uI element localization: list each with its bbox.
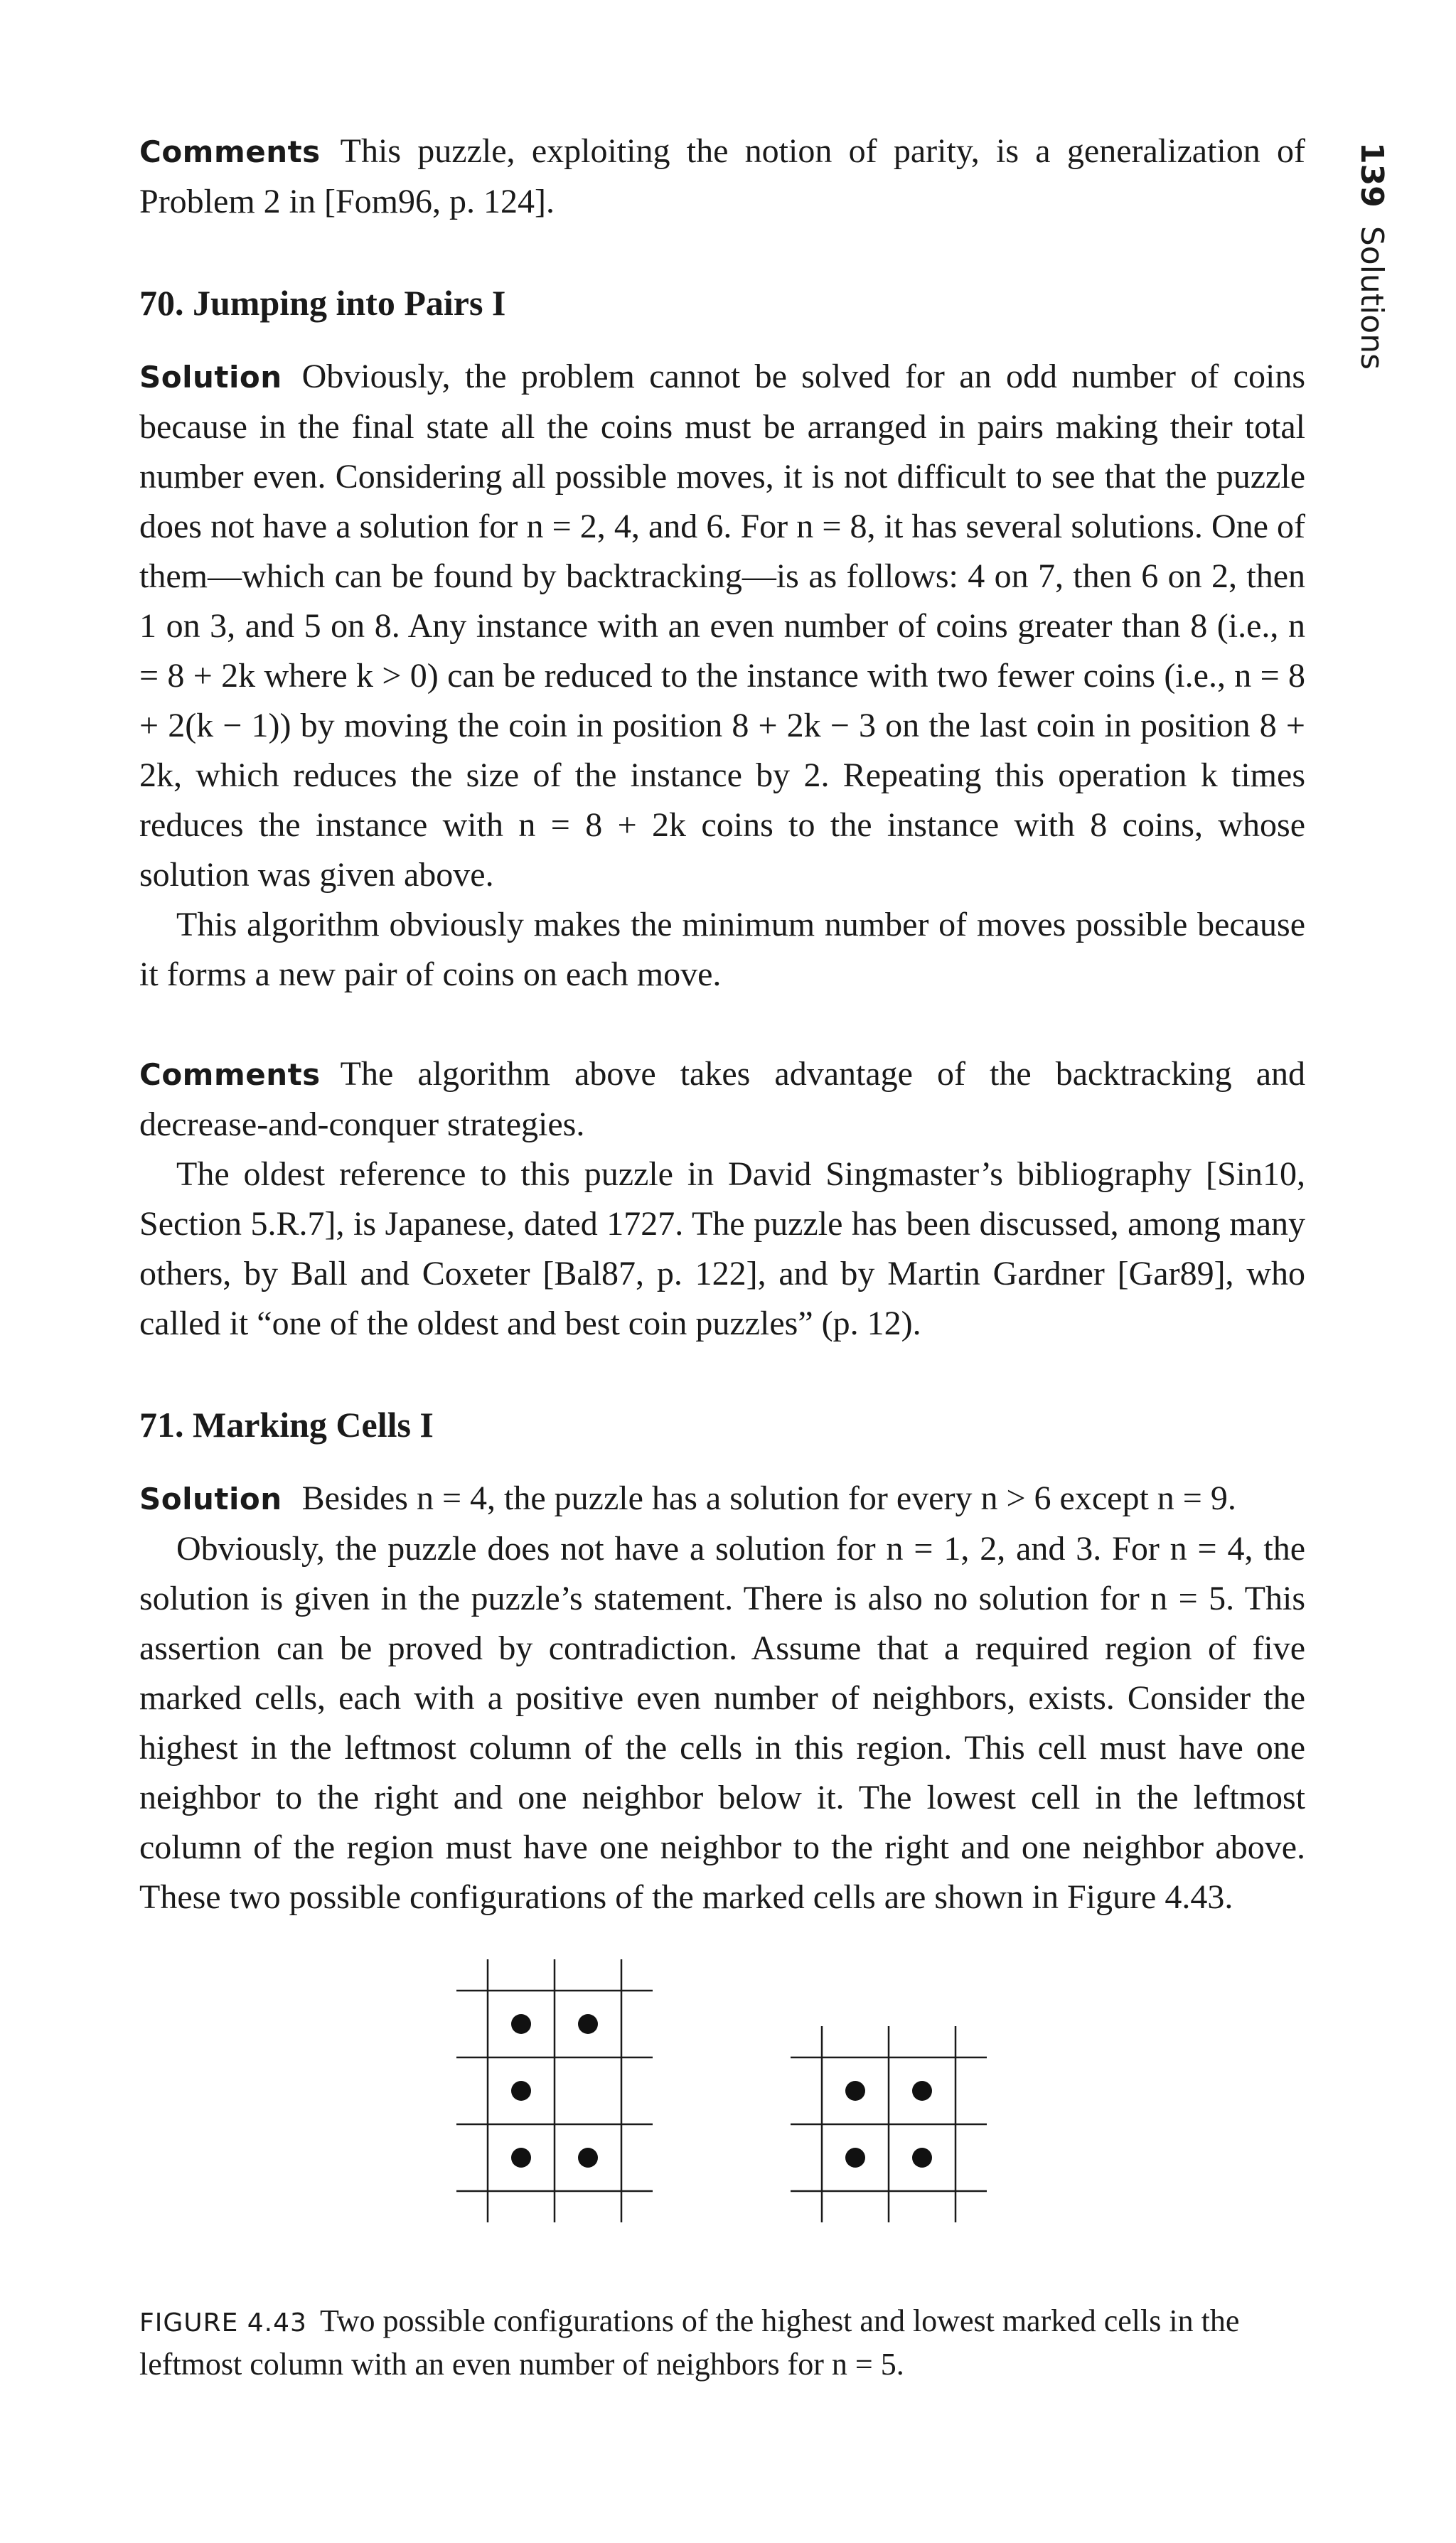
running-head-section: Solutions (1354, 225, 1390, 370)
puzzle-71-solution-paragraph (139, 1474, 1305, 1524)
running-head (1354, 142, 1390, 370)
puzzle-70-solution-text: Obviously, the problem cannot be solved for an odd number of coins because in the final state all the coins must be arranged in pairs making their total number even. Considering all possible moves, it is not difficult to see that the puzzle does not have a solution for n = 2, 4, and 6. For n = 8, it has several solutions. One of them—which can be found by backtracking—is as follows: 4 on 7, then 6 on 2, then 1 on 3, and 5 on 8. Any instance with an even number of coins greater than 8 (i.e., n = 8 + 2k where k > 0) can be reduced to the instance with two fewer coins (i.e., n = 8 + 2(k − 1)) by moving the coin in position 8 + 2k − 3 on the last coin in position 8 + 2k, which reduces the size of the instance by 2. Repeating this operation k times reduces the instance with n = 8 + 2k coins to the instance with 8 coins, whose solution was given above. (139, 358, 1305, 894)
puzzle-70-comments-text: The algorithm above takes advantage of the backtracking and decrease-and-conquer strategies. (139, 1055, 1305, 1143)
marked-cell-dot (845, 2148, 865, 2168)
puzzle-70-solution-para2: This algorithm obviously makes the minimum number of moves possible because it forms a new pair of coins on each move. (139, 906, 1305, 993)
page-number: 139 (1354, 142, 1390, 208)
puzzle-70-heading: 70. Jumping into Pairs I (139, 283, 506, 323)
figure-grids (139, 1959, 1305, 2272)
marked-cell-dot (578, 2014, 598, 2034)
comments-label: Comments (139, 1057, 321, 1092)
right-configuration-grid (791, 2026, 987, 2222)
puzzle-71-heading: 71. Marking Cells I (139, 1405, 434, 1445)
marked-cell-dot (912, 2148, 932, 2168)
comments-label: Comments (139, 134, 321, 169)
marked-cell-dot (912, 2081, 932, 2101)
puzzle-71-solution-text: Besides n = 4, the puzzle has a solution for every n > 6 except n = 9. (301, 1479, 1236, 1517)
comments-69-paragraph (139, 127, 1305, 227)
text-column (139, 127, 1305, 2385)
puzzle-70-solution-paragraph (139, 352, 1305, 900)
marked-cell-dot (511, 2081, 531, 2101)
puzzle-70-comments-para2: The oldest reference to this puzzle in David Singmaster’s bibliography [Sin10, Section 5.R.7], is Japanese, dated 1727. The puzzle has been discussed, among many others, by Ball and Coxeter [Bal87, p. 122], and by Martin Gardner [Gar89], who called it “one of the oldest and best coin puzzles” (p. 12). (139, 1155, 1305, 1342)
marked-cell-dot (511, 2148, 531, 2168)
puzzle-70-comments-paragraph (139, 1049, 1305, 1150)
left-configuration-grid (456, 1959, 653, 2222)
marked-cell-dot (578, 2148, 598, 2168)
marked-cell-dot (845, 2081, 865, 2101)
puzzle-71-solution-para2: Obviously, the puzzle does not have a solution for n = 1, 2, and 3. For n = 4, the solution is given in the puzzle’s statement. There is also no solution for n = 5. This assertion can be proved by contradiction. Assume that a required region of five marked cells, each with a positive even number of neighbors, exists. Consider the highest in the leftmost column of the cells in this region. This cell must have one neighbor to the right and one neighbor below it. The lowest cell in the leftmost column of the region must have one neighbor to the right and one neighbor above. These two possible configurations of the marked cells are shown in Figure 4.43. (139, 1530, 1305, 1916)
figure-caption-text: Two possible configurations of the highest and lowest marked cells in the leftmost column with an even number of neighbors for n = 5. (139, 2303, 1240, 2382)
figure-caption (139, 2301, 1305, 2385)
figure-4-43 (139, 1959, 1305, 2272)
solution-label: Solution (139, 360, 282, 395)
figure-label: FIGURE 4.43 (139, 2308, 307, 2338)
solution-label: Solution (139, 1482, 282, 1516)
comments-69-text: This puzzle, exploiting the notion of parity, is a generalization of Problem 2 in [Fom96, p. 124]. (139, 132, 1305, 220)
marked-cell-dot (511, 2014, 531, 2034)
